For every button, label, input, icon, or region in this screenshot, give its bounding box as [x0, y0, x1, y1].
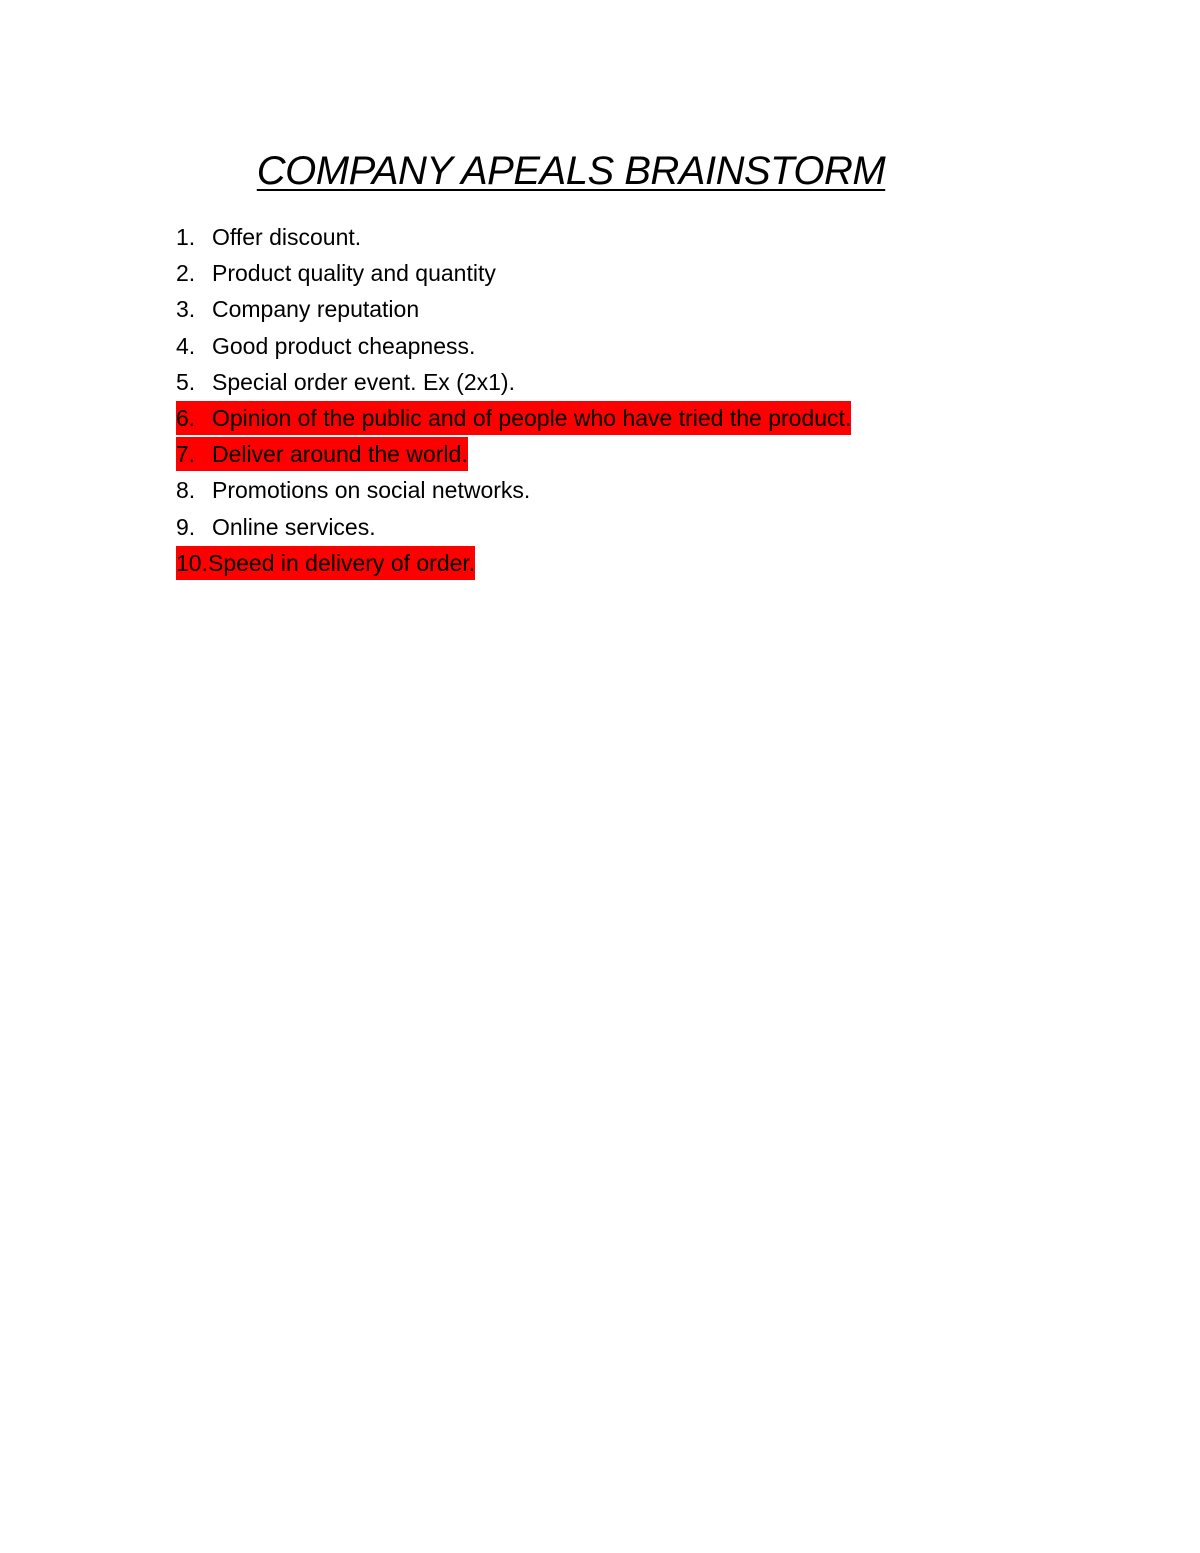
list-item-number: 8.: [176, 477, 196, 504]
document-title: [0, 146, 1142, 196]
list-item: [176, 256, 851, 292]
list-item: [176, 220, 851, 256]
list-item-text: Deliver around the world.: [212, 441, 468, 468]
brainstorm-list: [176, 220, 851, 582]
list-item-text: Product quality and quantity: [212, 260, 496, 287]
document-title-text: COMPANY APEALS BRAINSTORM: [256, 149, 886, 193]
list-item: [176, 292, 851, 328]
list-item-text: Company reputation: [212, 296, 420, 323]
list-item-number: 3.: [176, 296, 196, 323]
list-item: [176, 510, 851, 546]
list-item: [176, 365, 851, 401]
list-item-number: 6.: [176, 404, 196, 431]
list-item: [176, 473, 851, 509]
list-item-number: 4.: [176, 332, 196, 359]
list-item-number: 5.: [176, 368, 196, 395]
list-item-highlighted: [176, 437, 851, 473]
list-item-number: 7.: [176, 441, 196, 468]
list-item-number: 1.: [176, 224, 196, 250]
list-item-highlighted: [176, 546, 851, 582]
list-item-text: Offer discount.: [212, 224, 362, 250]
list-item-text: Good product cheapness.: [212, 332, 476, 359]
list-item-text: Special order event. Ex (2x1).: [212, 368, 515, 395]
list-item-number: 9.: [176, 513, 196, 540]
list-item: [176, 329, 851, 365]
list-item-number: 2.: [176, 260, 196, 287]
list-item-text: Speed in delivery of order.: [207, 549, 476, 576]
list-item-text: Promotions on social networks.: [212, 477, 531, 504]
list-item-highlighted: [176, 401, 851, 437]
list-item-text: Online services.: [212, 513, 376, 540]
list-item-text: Opinion of the public and of people who have tried the product.: [212, 404, 852, 431]
list-item-number: 10.: [176, 549, 208, 576]
